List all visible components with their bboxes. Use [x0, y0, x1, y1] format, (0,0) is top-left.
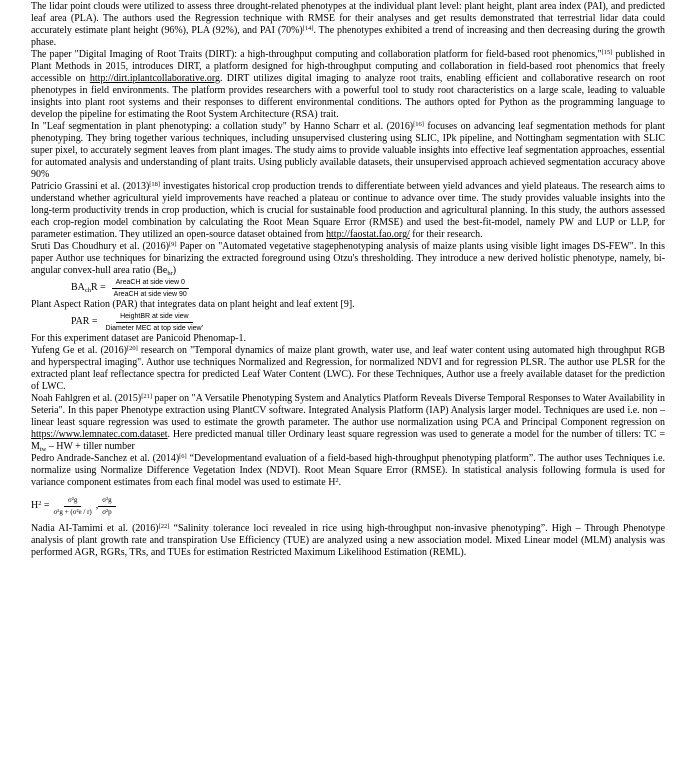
lemnatec-link[interactable]: https://www.lemnatec.com.dataset: [31, 429, 168, 440]
citation-ref: [18]: [149, 181, 161, 188]
paragraph-ge: [31, 345, 665, 393]
equation-separator: ,: [95, 500, 99, 511]
paragraph-text: ): [172, 265, 177, 276]
paragraph-text: . The phenotypes exhibited a trend of increasing and then decreasing during the growth phase.: [31, 25, 665, 48]
paragraph-text: Paper on "Automated vegetative stagephenotyping analysis of maize plants using visible light images DS-FEW". In this paper Author use techniques for binarizing the extracted foreground using Otzu's thresholding. They introduce a new derived holistic phenotype, namely, bi-angular convex-hull area ratio (Be: [31, 241, 665, 276]
paragraph-text: – HW + tiller number: [46, 441, 135, 452]
paragraph-fahlgren: [31, 393, 665, 453]
dirt-link[interactable]: http://dirt.iplantcollaborative.org: [89, 73, 220, 84]
paragraph-text: paper on "A Versatile Phenotyping System and Analytics Platform Reveals Diverse Temporal Responses to Water Availability in Seteria". In this paper Phenotype extraction using PlantCV software. Integrated Analysis Platform (IAP) Analysis larger model. Techniques are used i.e. non – linear least square regression was used to estimate the growth parameter. The author use normalization using PCA and Principal Component regression on: [31, 393, 666, 428]
paragraph-text: focuses on advancing leaf segmentation methods for plant phenotyping. They bring together various techniques, including unsupervised clustering using SLIC, IPk pipeline, and Nottingham segmentation with SLIC super pixel, to accurately segment leaves from plant images. The study aims to provide valuable insights into effective leaf segmentation approaches, essential for automated analysis and understanding of plant traits. Using publicly available datasets, their unsupervised approach achieved segmentation accuracy above 90%: [31, 121, 665, 180]
superscript: 2: [335, 477, 339, 484]
paragraph-grassini: [31, 181, 665, 241]
paragraph-text: .: [338, 477, 342, 488]
paragraph-choudhury: [31, 241, 665, 277]
paragraph-text: In "Leaf segmentation in plant phenotyping: a collation study" by Hanno Scharr et al. (2016): [31, 121, 414, 132]
fraction-denominator: Diameter MEC at top side view’: [105, 324, 204, 332]
paragraph-text: . Here predicted manual tiller Ordinary least square regression was used to generate a model for the number of tillers: TC = M: [31, 429, 665, 452]
paragraph-dataset: For this experiment dataset are Panicoid Phenomap-1.: [31, 333, 246, 344]
paragraph-altamimi: [31, 523, 665, 559]
paragraph-text: . DIRT utilizes digital imaging to analyze root traits, enabling efficient and collaborative research on root phenotypes in field environments. The platform provides researchers with a powerful tool to study root characteristics on a large scale, leading to valuable insights into plant root systems and their responses to different environmental conditions. The authors opted for Python as the programming language to develop the pipeline for estimating the Root System Architecture (RSA) trait.: [31, 73, 666, 120]
fraction-numerator: HeightBR at side view: [116, 312, 192, 323]
paragraph-lidar: [31, 1, 665, 49]
paragraph-text: “Salinity tolerance loci revealed in rice using high-throughput non-invasive phenotyping”. High – Through Phenotype analysis of plant growth rate and transpiration Use Efficiency (TUE) are analyzed using a new association model. Mixed Linear model (MLM) analysis was performed AGR, RGRs, TRs, and TUEs for estimation Restricted Maximum Likelihood Estimation (REML).: [31, 523, 665, 558]
paragraph-text: Nadia AI-Tamimi et al. (2016): [31, 523, 159, 534]
equation-lhs: $BA_{ch}R$ =: [71, 282, 106, 294]
equation-ba-ratio: [31, 277, 665, 299]
equation-fraction: [110, 278, 191, 299]
paragraph-text: Patricio Grassini et al. (2013): [31, 181, 150, 192]
citation-ref: [6]: [179, 453, 187, 460]
paragraph-text: published in Plant Methods in 2015, introduces DIRT, a platform designed for high-throughput computing and collaboration in field-based root phenomics that freely accessible on: [31, 49, 665, 84]
paragraph-par-intro: Plant Aspect Ration (PAR) that integrates data on plant height and leaf extent [9].: [31, 299, 355, 310]
equation-fraction: [95, 495, 115, 517]
paragraph-andrade: [31, 453, 665, 489]
paragraph-text: “Developmentand evaluation of a field-based high-throughput phenotyping platform”. The author uses Techniques i.e. normalize using Normalize Difference Vegetation Index (NDVI). Root Mean Square Error (RMSE). In statistical analysis following formula is used for variance component estimates from each final model was used to estimate H: [31, 453, 665, 488]
equation-heritability: [31, 489, 665, 523]
paragraph-text: for their research.: [409, 229, 483, 240]
paragraph-dirt: [31, 49, 665, 121]
equation-lhs: $H^2$ =: [31, 500, 50, 511]
citation-ref: [15]: [601, 49, 613, 56]
paragraph-text: Noah Fahlgren et al. (2015): [31, 393, 142, 404]
paragraph-text: The lidar point clouds were utilized to assess three drought-related phenotypes at the individual plant level: plant height, plant area index (PAI), and predicted leaf area (PLA). The authors used the Regression technique with RMSE for their analyses and get results demonstrated that terrestrial lidar data could accurately estimate plant height (96%), PLA (92%), and PAI (70%): [31, 1, 665, 36]
fraction-numerator: AreaCH at side view 0: [112, 278, 189, 289]
equation-par: [31, 311, 665, 333]
equation-lhs: PAR =: [71, 316, 98, 327]
paragraph-text: The paper "Digital Imaging of Root Traits (DIRT): a high-throughput computing and collaboration platform for field-based root phenomics,": [31, 49, 602, 60]
fraction-denominator: AreaCH at side view 90: [113, 290, 187, 298]
fraction-numerator: σ²g: [98, 496, 115, 507]
citation-ref: [16]: [413, 121, 424, 128]
paragraph-text: Yufeng Ge et al. (2016): [31, 345, 127, 356]
equation-fraction: [102, 312, 208, 333]
subscript: hr: [167, 270, 173, 277]
subscript: tw: [39, 446, 47, 453]
faostat-link[interactable]: http://faostat.fao.org/: [326, 229, 410, 240]
paragraph-text: Sruti Das Choudhury et al. (2016): [31, 241, 169, 252]
fraction-denominator: σ²g + (σ²e / r): [53, 507, 92, 516]
citation-ref: [22]: [158, 523, 170, 530]
citation-ref: [21]: [141, 393, 153, 400]
equation-fraction: [50, 495, 99, 517]
fraction-denominator: σ²p: [102, 507, 112, 516]
citation-ref: [9]: [168, 241, 177, 248]
paragraph-text: research on "Temporal dynamics of maize plant growth, water use, and leaf water content using automated high throughput RGB and hyperspectral imaging". Author use techniques Normalized and Regression, for normalized NDVI and for regression PLSR. The author use PLSR for the extracted plant leaf reflectance spectra for predicted Leaf Water Content (LWC). For these Techniques, Author use a freely available dataset for the prediction of LWC.: [31, 345, 665, 392]
fraction-numerator: σ²g: [64, 496, 81, 507]
citation-ref: [14]: [302, 25, 314, 32]
paragraph-text: Pedro Andrade-Sanchez et al. (2014): [31, 453, 180, 464]
citation-ref: [20]: [126, 345, 138, 352]
paragraph-leaf-segmentation: [31, 121, 665, 181]
paragraph-text: investigates historical crop production trends to differentiate between yield advances and yield plateaus. The research aims to understand whether agricultural yield improvements have reached a plateau or continue to advance over time. The study provides valuable insights into the long-term productivity trends in crop production, which is crucial for sustainable food production and agricultural planning. In this study, the authors assessed each crop-region model combination by calculating the Root Mean Square Error (RMSE) and used the best-fit-model, namely PW and LUP or LLP, for parameter estimation. They utilized an open-source dataset obtained from: [31, 181, 665, 240]
